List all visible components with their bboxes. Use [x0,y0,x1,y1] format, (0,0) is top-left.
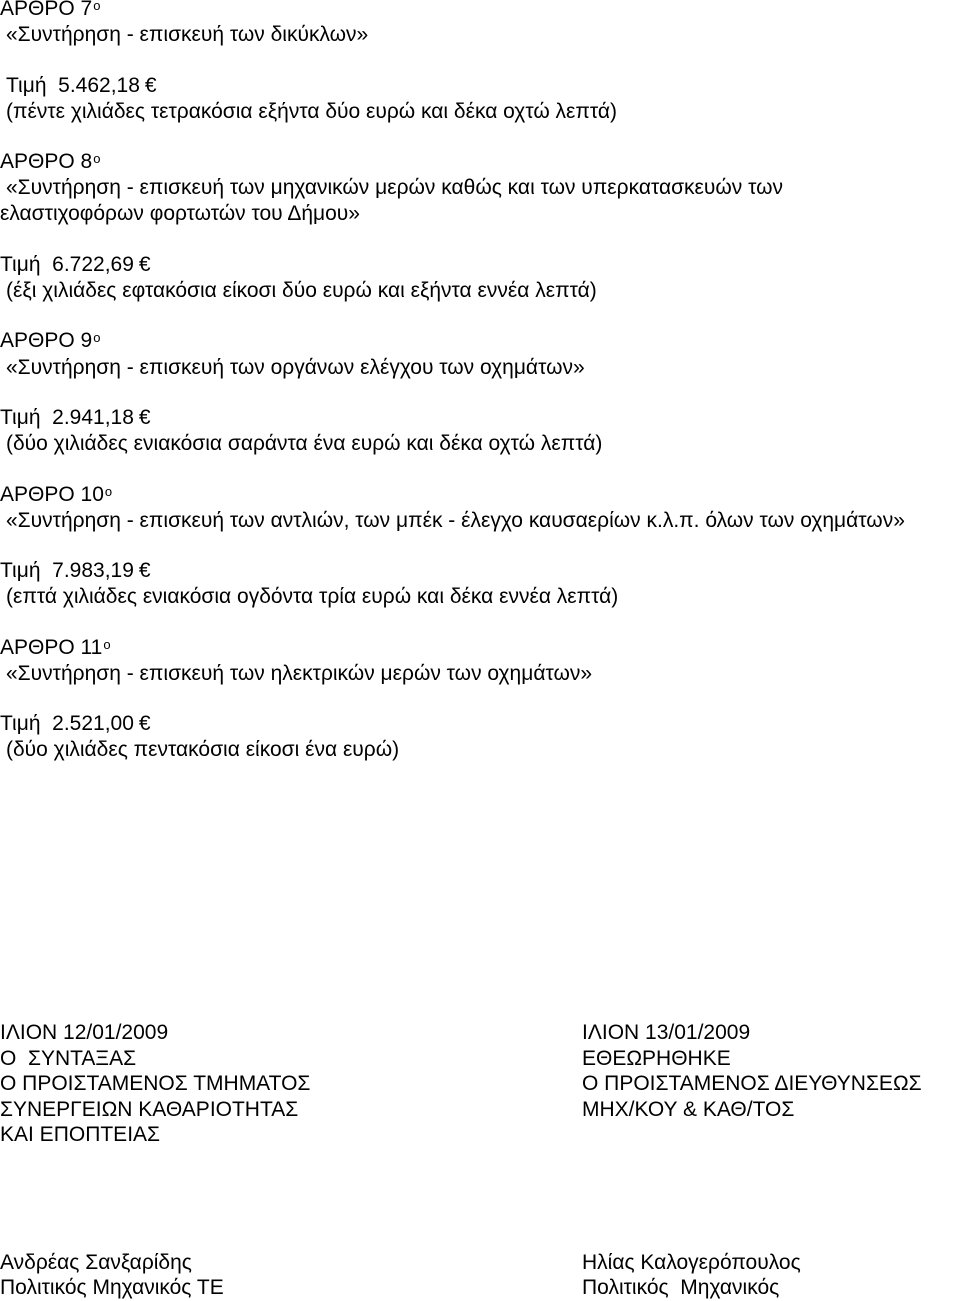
place-date: ΙΛΙΟΝ 12/01/2009 [0,1021,169,1044]
price-label: Τιμή [0,712,41,735]
price-words: (επτά χιλιάδες ενιακόσια ογδόντα τρία ευρώ και δέκα εννέα λεπτά) [6,585,619,608]
article-heading [0,635,111,662]
price-line [0,405,151,430]
price-value: 6.722,69 [52,253,134,276]
article-title: «Συντήρηση - επισκευή των δικύκλων» [6,23,369,46]
price-words: (πέντε χιλιάδες τετρακόσια εξήντα δύο ευρώ και δέκα οχτώ λεπτά) [6,100,618,123]
role-line: Ο ΠΡΟΙΣΤΑΜΕΝΟΣ ΤΜΗΜΑΤΟΣ [0,1072,311,1095]
article-heading [0,149,100,176]
ordinal-sup: ο [93,330,101,345]
role-line: Ο ΠΡΟΙΣΤΑΜΕΝΟΣ ΔΙΕΥΘΥΝΣΕΩΣ [582,1072,922,1095]
euro-icon: € [138,406,151,429]
ordinal-sup: ο [104,484,113,499]
article-title: «Συντήρηση - επισκευή των μηχανικών μερών καθώς και των υπερκατασκευών των [6,176,784,199]
euro-icon: € [138,712,151,735]
euro-icon: € [138,559,151,582]
price-words: (δύο χιλιάδες ενιακόσια σαράντα ένα ευρώ και δέκα οχτώ λεπτά) [6,432,603,455]
ordinal-sup: ο [93,151,101,166]
price-label: Τιμή [6,74,47,97]
article-label: ΑΡΘΡΟ 8 [0,150,93,173]
role-line: ΣΥΝΕΡΓΕΙΩΝ ΚΑΘΑΡΙΟΤΗΤΑΣ [0,1098,299,1121]
signatory-title: Πολιτικός Μηχανικός ΤΕ [0,1276,224,1299]
signatory-title: Πολιτικός Μηχανικός [582,1276,780,1299]
price-line [0,711,151,736]
price-words: (έξι χιλιάδες εφτακόσια είκοσι δύο ευρώ και εξήντα εννέα λεπτά) [6,279,597,302]
signatory-name: Ηλίας Καλογερόπουλος [582,1251,801,1274]
price-label: Τιμή [0,253,41,276]
price-label: Τιμή [0,559,41,582]
ordinal-sup: ο [103,637,111,652]
ordinal-sup: ο [93,0,101,13]
article-label: ΑΡΘΡΟ 9 [0,329,93,352]
price-label: Τιμή [0,406,41,429]
euro-icon: € [144,74,157,97]
price-words: (δύο χιλιάδες πεντακόσια είκοσι ένα ευρώ) [6,738,400,761]
price-line [6,73,157,98]
role-line: ΚΑΙ ΕΠΟΠΤΕΙΑΣ [0,1123,161,1146]
price-value: 5.462,18 [58,74,140,97]
role-line: Ο ΣΥΝΤΑΞΑΣ [0,1047,137,1070]
article-label: ΑΡΘΡΟ 7 [0,0,93,20]
article-heading [0,482,112,509]
role-line: ΕΘΕΩΡΗΘΗΚΕ [582,1047,731,1070]
price-value: 7.983,19 [52,559,134,582]
article-title: «Συντήρηση - επισκευή των οργάνων ελέγχου των οχημάτων» [6,356,585,379]
role-line: ΜΗΧ/ΚΟΥ & ΚΑΘ/ΤΟΣ [582,1098,795,1121]
place-date: ΙΛΙΟΝ 13/01/2009 [582,1021,751,1044]
signatory-name: Ανδρέας Σανξαρίδης [0,1251,192,1274]
euro-icon: € [138,253,151,276]
article-heading [0,0,100,23]
price-value: 2.521,00 [52,712,134,735]
price-line [0,558,151,583]
article-label: ΑΡΘΡΟ 11 [0,636,103,659]
article-title: «Συντήρηση - επισκευή των αντλιών, των μπέκ - έλεγχο καυσαερίων κ.λ.π. όλων των οχημάτων» [6,509,905,532]
price-line [0,252,151,277]
article-label: ΑΡΘΡΟ 10 [0,483,104,506]
article-title-continuation: ελαστιχοφόρων φορτωτών του Δήμου» [0,202,360,225]
price-value: 2.941,18 [52,406,134,429]
article-heading [0,328,100,355]
article-title: «Συντήρηση - επισκευή των ηλεκτρικών μερών των οχημάτων» [6,662,593,685]
